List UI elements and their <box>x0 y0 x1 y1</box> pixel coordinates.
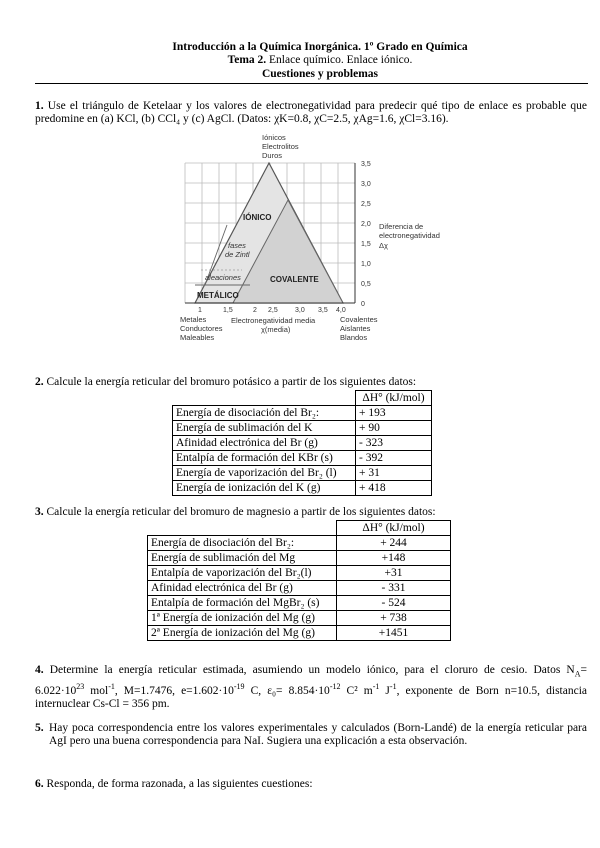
table-row <box>173 466 432 481</box>
x-tick: 3,5 <box>318 307 328 314</box>
bottom-right-label-1: Covalentes <box>340 315 378 324</box>
y-tick: 3,0 <box>361 181 371 188</box>
question-3 <box>35 506 587 519</box>
x-tick: 2,5 <box>268 307 278 314</box>
bottom-right-label-3: Blandos <box>340 333 368 342</box>
y-title-line-3: Δχ <box>379 241 388 250</box>
y-title-line-2: electronegatividad <box>379 231 440 240</box>
table-row <box>173 481 432 496</box>
q4-text-e: C, ε₀= 8.854·10 <box>244 685 330 698</box>
table-row <box>148 581 451 596</box>
y-tick: 2,5 <box>361 201 371 208</box>
table-row-label: Entalpía de formación del MgBr₂ (s) <box>148 596 337 611</box>
table-row-label: Energía de disociación del Br₂: <box>173 406 356 421</box>
table-row-label: Energía de sublimación del K <box>173 421 356 436</box>
topic-line <box>40 54 600 66</box>
topic-label: Tema 2. <box>227 54 267 66</box>
table-row-label: Afinidad electrónica del Br (g) <box>173 436 356 451</box>
x-title-line-1: Electronegatividad media <box>231 316 316 325</box>
top-label-electrolitos: Electrolitos <box>262 142 299 151</box>
table-row <box>148 536 451 551</box>
x-tick: 1,5 <box>223 307 233 314</box>
table-corner <box>148 521 337 536</box>
table-row-label: Afinidad electrónica del Br (g) <box>148 581 337 596</box>
y-tick: 0,5 <box>361 281 371 288</box>
bottom-right-label-2: Aislantes <box>340 324 371 333</box>
question-6-text: Responda, de forma razonada, a las siguientes cuestiones: <box>43 778 313 790</box>
q4-na-sub: A <box>574 669 581 679</box>
table-row-label: Entalpía de vaporización del Br₂(l) <box>148 566 337 581</box>
table-row-value: + 90 <box>356 421 432 436</box>
q4-text-h: , exponente de Born n=10.5, distancia internuclear Cs-Cl = 356 pm. <box>35 685 587 711</box>
y-tick: 1,5 <box>361 241 371 248</box>
q4-exp5: -1 <box>372 682 380 692</box>
y-tick: 1,0 <box>361 261 371 268</box>
question-1-text: Use el triángulo de Ketelaar y los valores de electronegatividad para predecir qué tipo de enlace es probable que predomine en (a) KCl, (b) CCl₄ y (c) AgCl. (Datos: χK=0.8, χC=2.5, χAg=1.6, χCl=3.16). <box>35 100 587 125</box>
table-header-row <box>148 521 451 536</box>
top-label-duros: Duros <box>262 151 283 160</box>
table-row <box>148 566 451 581</box>
table-row <box>173 451 432 466</box>
table-row-value: +1451 <box>337 626 451 641</box>
question-3-number: 3. <box>35 506 44 518</box>
x-tick: 3,0 <box>295 307 305 314</box>
bottom-left-label-1: Metales <box>180 315 207 324</box>
table-row-value: + 193 <box>356 406 432 421</box>
table-row-value: + 418 <box>356 481 432 496</box>
table-row <box>148 611 451 626</box>
region-alloys-label: aleaciones <box>205 273 241 282</box>
q4-exp1: 23 <box>76 682 85 692</box>
question-1 <box>35 100 587 126</box>
y-title-line-1: Diferencia de <box>379 222 424 231</box>
header-divider <box>35 83 588 84</box>
question-5-number: 5. <box>35 722 44 734</box>
table-row-label: 2ª Energía de ionización del Mg (g) <box>148 626 337 641</box>
table-row-value: + 738 <box>337 611 451 626</box>
table-row-value: - 524 <box>337 596 451 611</box>
table-row <box>148 551 451 566</box>
q4-text-a: Determine la energía reticular estimada, asumiendo un modelo iónico, para el cloruro de cesio. Datos N <box>43 664 575 676</box>
x-title-line-2: χ(media) <box>261 325 291 334</box>
table-q3 <box>147 520 451 641</box>
document-title: Introducción a la Química Inorgánica. 1º Grado en Química <box>172 41 468 53</box>
q4-text-d: , M=1.7476, e=1.602·10 <box>114 685 234 698</box>
x-tick: 2 <box>253 307 257 314</box>
table-col-header: ΔH° (kJ/mol) <box>337 521 451 536</box>
x-tick: 4,0 <box>336 307 346 314</box>
table-row-label: Energía de vaporización del Br₂ (l) <box>173 466 356 481</box>
y-tick: 0 <box>361 301 365 308</box>
table-row-label: 1ª Energía de ionización del Mg (g) <box>148 611 337 626</box>
question-6 <box>35 778 587 791</box>
question-3-text: Calcule la energía reticular del bromuro de magnesio a partir de los siguientes datos: <box>43 506 436 518</box>
x-tick: 1 <box>198 307 202 314</box>
topic-text: Enlace químico. Enlace iónico. <box>266 54 413 66</box>
table-row <box>148 626 451 641</box>
question-5-text: Hay poca correspondencia entre los valores experimentales y calculados (Born-Landé) de la energía reticular para AgI pero una buena correspondencia para NaI. Sugiera una explicación a esta observación. <box>49 722 587 747</box>
table-row <box>173 406 432 421</box>
region-ionic-label: IÓNICO <box>243 213 272 222</box>
table-q2 <box>172 390 432 496</box>
bottom-left-label-3: Maleables <box>180 333 215 342</box>
region-covalent-label: COVALENTE <box>270 275 319 284</box>
table-row <box>148 596 451 611</box>
table-row-label: Energía de ionización del K (g) <box>173 481 356 496</box>
section-title: Cuestiones y problemas <box>261 68 379 80</box>
question-1-number: 1. <box>35 100 44 112</box>
table-row-value: - 323 <box>356 436 432 451</box>
y-tick: 3,5 <box>361 161 371 168</box>
table-corner <box>173 391 356 406</box>
y-tick: 2,0 <box>361 221 371 228</box>
question-6-number: 6. <box>35 778 44 790</box>
question-2 <box>35 376 587 389</box>
q4-exp6: -1 <box>389 682 397 692</box>
question-4 <box>35 664 587 711</box>
q4-exp3: -19 <box>233 682 245 692</box>
table-col-header: ΔH° (kJ/mol) <box>356 391 432 406</box>
q4-exp4: -12 <box>329 682 341 692</box>
question-2-text: Calcule la energía reticular del bromuro potásico a partir de los siguientes datos: <box>43 376 417 388</box>
q4-text-b: = 6.022·10 <box>35 664 587 698</box>
table-row-label: Energía de sublimación del Mg <box>148 551 337 566</box>
q4-text-c: mol <box>84 685 109 698</box>
question-4-number: 4. <box>35 664 44 676</box>
table-row <box>173 421 432 436</box>
ketelaar-triangle-diagram <box>175 130 445 345</box>
table-row-value: + 31 <box>356 466 432 481</box>
question-5 <box>35 722 587 748</box>
table-row-value: +31 <box>337 566 451 581</box>
table-header-row <box>173 391 432 406</box>
table-row-value: - 331 <box>337 581 451 596</box>
table-row-value: +148 <box>337 551 451 566</box>
bottom-left-label-2: Conductores <box>180 324 223 333</box>
q4-text-f: C² m <box>340 685 373 698</box>
table-row <box>173 436 432 451</box>
q4-exp2: -1 <box>108 682 115 692</box>
region-zintl-label-1: fases <box>228 241 246 250</box>
q4-text-g: J <box>379 685 390 698</box>
table-row-label: Entalpía de formación del KBr (s) <box>173 451 356 466</box>
table-row-value: - 392 <box>356 451 432 466</box>
question-2-number: 2. <box>35 376 44 388</box>
table-row-value: + 244 <box>337 536 451 551</box>
region-metallic-label: METÁLICO <box>197 291 239 300</box>
table-row-label: Energía de disociación del Br₂: <box>148 536 337 551</box>
top-label-ionicos: Iónicos <box>262 133 286 142</box>
region-zintl-label-2: de Zintl <box>225 250 250 259</box>
